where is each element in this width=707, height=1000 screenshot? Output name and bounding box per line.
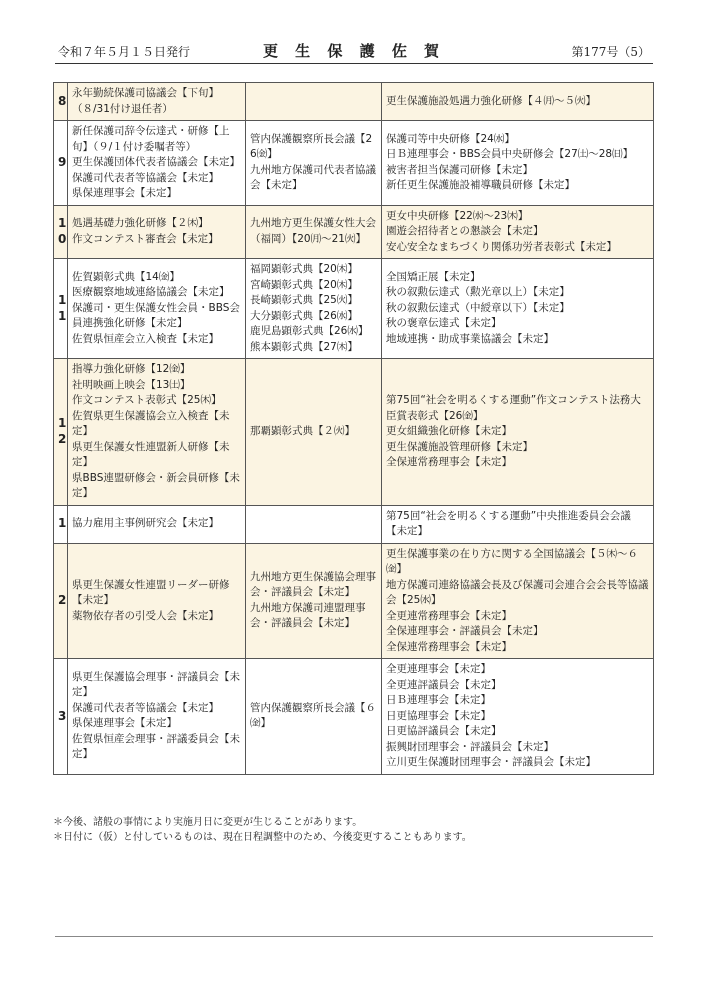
regional-events-cell [246, 83, 382, 121]
event-entry: 新任更生保護施設補導職員研修【未定】 [386, 179, 575, 192]
event-entry: 第75回“社会を明るくする運動”中央推進委員会会議【未定】 [386, 509, 631, 537]
national-events-cell [382, 205, 654, 259]
event-entry: 第75回“社会を明るくする運動”作文コンテスト法務大臣賞表彰式【26㈮】 [386, 394, 641, 422]
event-entry: 協力雇用主事例研究会【未定】 [72, 517, 219, 530]
event-entry: 全保連理事会・評議員会【未定】 [386, 625, 544, 637]
event-entry: （８/31付け退任者） [72, 102, 173, 115]
national-events-cell [382, 659, 654, 775]
event-entry: 九州地方保護司代表者協議会【未定】 [250, 163, 376, 192]
event-entry: 全保連常務理事会【未定】 [386, 456, 512, 468]
local-events-cell [68, 259, 246, 359]
event-entry: 佐賀県恒産会理事・評議委員会【未定】 [72, 732, 240, 761]
month-cell: 8 [54, 83, 68, 121]
event-entry: 更女中央研修【22㈬～23㈭】 [386, 209, 529, 222]
event-entry: 佐賀顕彰式典【14㈮】 [72, 270, 180, 283]
event-entry: 薬物依存者の引受人会【未定】 [72, 609, 219, 622]
footnote: ＊日付に（仮）と付しているものは、現在日程調整中のため、今後変更することもあります。 [53, 832, 472, 843]
national-events-cell [382, 121, 654, 206]
footnote: ＊今後、諸般の事情により実施月日に変更が生じることがあります。 [53, 817, 363, 828]
event-entry: 日Ｂ連理事会【未定】 [386, 694, 491, 706]
event-entry: 秋の褒章伝達式【未定】 [386, 317, 502, 330]
page-number: 第177号（5） [571, 45, 650, 59]
event-entry: 県保連理事会【未定】 [72, 717, 177, 730]
event-entry: 福岡顕彰式典【20㈭】 [250, 263, 358, 275]
event-entry: 指導力強化研修【12㈮】 [72, 363, 191, 375]
event-entry: 秋の叙勲伝達式（勲光章以上）【未定】 [386, 286, 570, 299]
national-events-cell [382, 505, 654, 543]
regional-events-cell [246, 659, 382, 775]
schedule-row [54, 543, 654, 659]
month-cell: 11 [54, 259, 68, 359]
event-entry: 県保連理事会【未定】 [72, 187, 177, 199]
event-entry: 県更生保護女性連盟リーダー研修【未定】 [72, 578, 230, 606]
event-entry: 園遊会招待者との懇談会【未定】 [386, 225, 544, 237]
event-entry: 管内保護観察所長会議【26㈮】 [250, 132, 373, 161]
event-entry: 更生保護事業の在り方に関する全国協議会【５㈭～６㈮】 [386, 547, 638, 575]
month-cell: 12 [54, 359, 68, 506]
local-events-cell [68, 505, 246, 543]
event-entry: 管内保護観察所長会議【６㈮】 [250, 701, 376, 730]
event-entry: 長崎顕彰式典【25㈫】 [250, 294, 358, 306]
event-entry: 社明映画上映会【13㈯】 [72, 378, 191, 391]
month-cell: 2 [54, 543, 68, 659]
schedule-table [53, 82, 654, 775]
event-entry: 地域連携・助成事業協議会【未定】 [386, 332, 554, 345]
page-header [58, 40, 650, 62]
event-entry: 保護司・更生保護女性会員・BBS会員連携強化研修【未定】 [72, 301, 240, 330]
local-events-cell [68, 121, 246, 206]
event-entry: 全更連評議員会【未定】 [386, 678, 502, 691]
event-entry: 県BBS連盟研修会・新会員研修【未定】 [72, 471, 240, 499]
local-events-cell [68, 659, 246, 775]
event-entry: 更生保護施設管理研修【未定】 [386, 440, 533, 453]
month-cell: 3 [54, 659, 68, 775]
event-entry: 更女組織強化研修【未定】 [386, 425, 512, 437]
event-entry: 作文コンテスト審査会【未定】 [72, 232, 219, 245]
month-cell: 10 [54, 205, 68, 259]
newsletter-title: 更 生 保 護 佐 賀 [262, 42, 446, 60]
regional-events-cell [246, 359, 382, 506]
event-entry: 立川更生保護財団理事会・評議員会【未定】 [386, 756, 596, 768]
schedule-row [54, 259, 654, 359]
event-entry: 熊本顕彰式典【27㈭】 [250, 340, 358, 353]
event-entry: 更生保護施設処遇力強化研修【４㈪～５㈫】 [386, 94, 596, 107]
event-entry: 地方保護司連絡協議会長及び保護司会連合会会長等協議会【25㈬】 [386, 578, 649, 606]
regional-events-cell [246, 505, 382, 543]
local-events-cell [68, 543, 246, 659]
schedule-row [54, 505, 654, 543]
local-events-cell [68, 205, 246, 259]
event-entry: 佐賀県恒産会立入検査【未定】 [72, 332, 219, 345]
footer-rule [55, 936, 653, 937]
event-entry: 作文コンテスト表彰式【25㈭】 [72, 394, 222, 406]
month-cell: 9 [54, 121, 68, 206]
event-entry: 那覇顕彰式典【２㈫】 [250, 425, 355, 437]
local-events-cell [68, 359, 246, 506]
event-entry: 日Ｂ連理事会・BBS会員中央研修会【27㈯～28㈰】 [386, 148, 634, 161]
event-entry: 安心安全なまちづくり関係功労者表彰式【未定】 [386, 240, 617, 253]
event-entry: 県更生保護女性連盟新人研修【未定】 [72, 440, 230, 468]
month-cell: 1 [54, 505, 68, 543]
regional-events-cell [246, 121, 382, 206]
national-events-cell [382, 543, 654, 659]
event-entry: 九州地方保護司連盟理事会・評議員会【未定】 [250, 601, 366, 630]
event-entry: 保護司代表者等協議会【未定】 [72, 701, 219, 714]
regional-events-cell [246, 543, 382, 659]
event-entry: 被害者担当保護司研修【未定】 [386, 163, 533, 176]
schedule-row [54, 205, 654, 259]
event-entry: 新任保護司辞令伝達式・研修【上旬】（９/１付け委嘱者等） [72, 125, 230, 153]
event-entry: 振興財団理事会・評議員会【未定】 [386, 740, 554, 753]
event-entry: 日更協理事会【未定】 [386, 709, 491, 722]
event-entry: 宮崎顕彰式典【20㈭】 [250, 278, 358, 291]
schedule-body [54, 83, 654, 775]
local-events-cell [68, 83, 246, 121]
event-entry: 全国矯正展【未定】 [386, 270, 481, 283]
regional-events-cell [246, 259, 382, 359]
event-entry: 佐賀県更生保護協会立入検査【未定】 [72, 409, 230, 437]
event-entry: 更生保護団体代表者協議会【未定】 [72, 156, 240, 168]
header-rule [55, 63, 653, 64]
event-entry: 大分顕彰式典【26㈬】 [250, 309, 358, 322]
event-entry: 九州地方更生保護女性大会（福岡）【20㈪～21㈫】 [250, 217, 376, 245]
event-entry: 秋の叙勲伝達式（中綬章以下）【未定】 [386, 301, 570, 314]
event-entry: 保護司代表者等協議会【未定】 [72, 171, 219, 184]
national-events-cell [382, 259, 654, 359]
event-entry: 全保連常務理事会【未定】 [386, 640, 512, 653]
event-entry: 処遇基礎力強化研修【２㈭】 [72, 217, 209, 230]
event-entry: 九州地方更生保護協会理事会・評議員会【未定】 [250, 570, 376, 599]
event-entry: 全更連常務理事会【未定】 [386, 609, 512, 622]
schedule-row [54, 659, 654, 775]
event-entry: 県更生保護協会理事・評議員会【未定】 [72, 670, 240, 699]
event-entry: 鹿児島顕彰式典【26㈬】 [250, 325, 369, 337]
national-events-cell [382, 359, 654, 506]
footnotes [53, 815, 472, 845]
schedule-row [54, 121, 654, 206]
event-entry: 保護司等中央研修【24㈬】 [386, 132, 515, 145]
schedule-row [54, 359, 654, 506]
event-entry: 医療観察地域連絡協議会【未定】 [72, 286, 230, 299]
regional-events-cell [246, 205, 382, 259]
national-events-cell [382, 83, 654, 121]
event-entry: 日更協評議員会【未定】 [386, 725, 502, 737]
schedule-row [54, 83, 654, 121]
issue-date: 令和７年５月１５日発行 [58, 45, 191, 59]
event-entry: 永年勤続保護司協議会【下旬】 [72, 87, 219, 99]
event-entry: 全更連理事会【未定】 [386, 663, 491, 675]
